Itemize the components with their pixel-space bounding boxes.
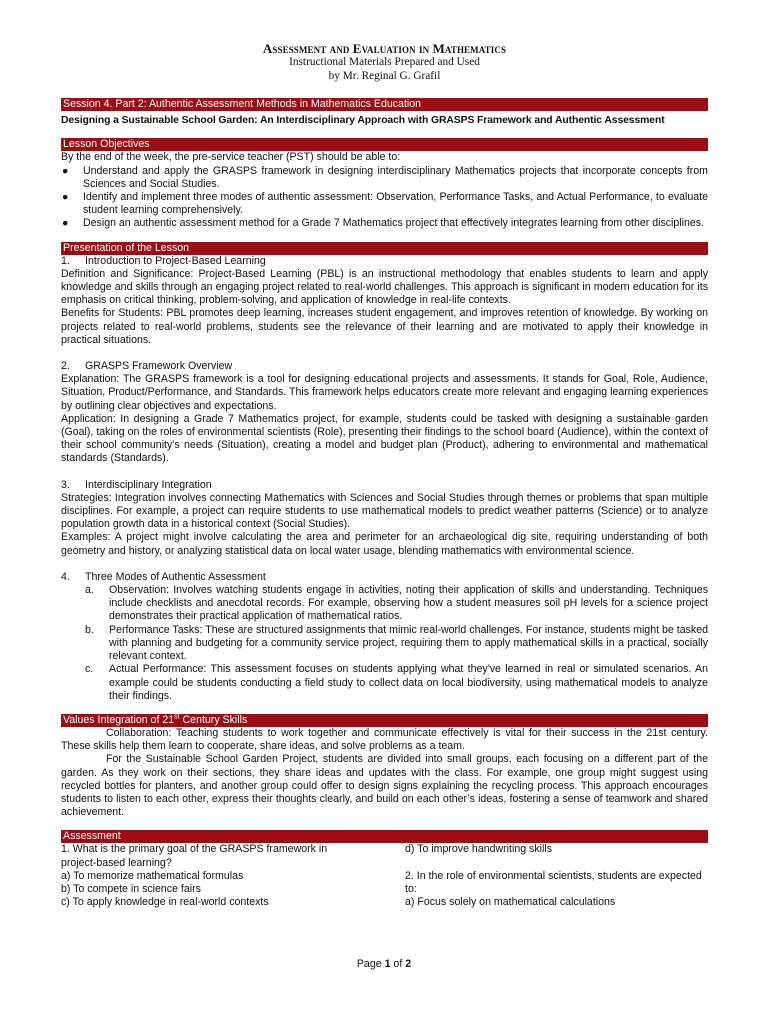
objectives-bar: Lesson Objectives (61, 138, 708, 151)
answer-option: a) To memorize mathematical formulas (61, 869, 244, 882)
section-heading: 1. Introduction to Project-Based Learning (61, 254, 266, 267)
bullet-icon: ● (62, 191, 69, 203)
list-item: b. Performance Tasks: These are structured assignments that mimic real-world challenges. For instance, students might be tasked with planning and budgeting for a community service project, requiring them to apply mathematical skills in a practical, socially relevant context. (85, 623, 708, 663)
paragraph: Definition and Significance: Project-Based Learning (PBL) is an instructional methodology that enables students to learn and apply knowledge and skills through an engaging project related to real-world challenges. This approach is significant in modern education for its emphasis on critical thinking, problem-solving, and application of knowledge in real-life contexts. (61, 267, 708, 307)
document-title: Assessment and Evaluation in Mathematics (262, 41, 507, 56)
values-bar: Values Integration of 21st Century Skills (61, 714, 708, 727)
paragraph: Application: In designing a Grade 7 Mathematics project, for example, students could be tasked with designing a sustainable garden (Goal), taking on the roles of environmental scientists (Role), presenting their findings to the school board (Audience), within the context of their school community's needs (Situation), creating a model and budget plan (Product), adhering to environmental and mathematical standards (Standards). (61, 412, 708, 465)
answer-option: b) To compete in science fairs (61, 882, 201, 895)
section-heading: 2. GRASPS Framework Overview (61, 360, 233, 373)
answer-option: a) Focus solely on mathematical calculations (405, 895, 616, 908)
objectives-intro: By the end of the week, the pre-service teacher (PST) should be able to: (61, 151, 401, 164)
answer-option: c) To apply knowledge in real-world contexts (61, 896, 269, 909)
page-content (61, 41, 708, 909)
list-item: ● Design an authentic assessment method for a Grade 7 Mathematics project that effectively integrates learning from other disciplines. (62, 217, 705, 230)
session-subtitle: Designing a Sustainable School Garden: An Interdisciplinary Approach with GRASPS Framework and Authentic Assessment (61, 115, 665, 127)
section-heading: 3. Interdisciplinary Integration (61, 478, 212, 491)
list-item: ● Identify and implement three modes of authentic assessment: Observation, Performance Tasks, and Actual Performance, to evaluate student learning comprehensively. (62, 191, 708, 217)
page-number: 1 (384, 958, 391, 970)
assessment-columns (61, 843, 708, 909)
header-author: by Mr. Reginal G. Grafil (328, 69, 441, 82)
bullet-icon: ● (62, 217, 69, 230)
list-item: a. Observation: Involves watching students engage in activities, noting their application of skills and understanding. Techniques include checklists and anecdotal records. For example, observing how a student measures soil pH levels for a science project demonstrates their practical application of mathematical ratios. (85, 584, 708, 623)
answer-option: d) To improve handwriting skills (405, 843, 552, 856)
paragraph: Benefits for Students: PBL promotes deep learning, increases student engagement, and improves retention of knowledge. By working on projects related to real-world problems, students see the relevance of their learning and are motivated to apply their knowledge in practical situations. (61, 307, 708, 346)
paragraph: Collaboration: Teaching students to work together and communicate effectively is vital for their success in the 21st century. These skills help them learn to cooperate, share ideas, and solve problems as a team. (61, 726, 708, 753)
question-text: 1. What is the primary goal of the GRASPS framework in project-based learning? (61, 843, 328, 869)
assessment-bar: Assessment (61, 830, 708, 843)
session-bar: Session 4. Part 2: Authentic Assessment Methods in Mathematics Education (61, 98, 708, 111)
paragraph: Strategies: Integration involves connecting Mathematics with Sciences and Social Studies through themes or problems that span multiple disciplines. For example, a project can require students to use mathematical models to predict weather patterns (Science) or to analyze population growth data in a historical context (Social Studies). (61, 491, 708, 531)
objectives-list (61, 165, 708, 231)
assessment-right-column (405, 843, 708, 909)
paragraph: For the Sustainable School Garden Project, students are divided into small groups, each focusing on a different part of the garden. As they work on their sections, they share ideas and updates with the class. For example, one group might suggest using recycled bottles for planters, and another group could offer to design signs explaining the recycling process. This approach encourages students to listen to each other, express their thoughts clearly, and build on each other’s ideas, fostering a sense of teamwork and shared achievement. (61, 753, 708, 819)
paragraph: Examples: A project might involve calculating the area and perimeter for an archaeological dig site, requiring understanding of both geometry and history, or analyzing statistical data on local water usage, blending mathematics with environmental science. (61, 531, 708, 557)
list-item: c. Actual Performance: This assessment focuses on students applying what they've learned in real or simulated scenarios. An example could be students conducting a field study to collect data on local biodiversity, using mathematical models to analyze their findings. (85, 663, 708, 702)
question-text: 2. In the role of environmental scientists, students are expected to: (405, 869, 702, 895)
bullet-icon: ● (62, 164, 69, 177)
list-item: ● Understand and apply the GRASPS framework in designing interdisciplinary Mathematics projects that incorporate concepts from Sciences and Social Studies. (62, 164, 708, 190)
section-heading: 4. Three Modes of Authentic Assessment (61, 570, 266, 583)
presentation-bar: Presentation of the Lesson (61, 242, 708, 255)
page-footer: Page 1 of 2 (356, 958, 412, 970)
document-header (61, 41, 708, 83)
assessment-left-column (61, 843, 361, 909)
page-total: 2 (405, 958, 412, 970)
header-line-1: Instructional Materials Prepared and Used (289, 56, 480, 68)
paragraph: Explanation: The GRASPS framework is a tool for designing educational projects and assessments. It stands for Goal, Role, Audience, Situation, Product/Performance, and Standards. This framework helps educators create more relevant and engaging learning experiences by outlining clear objectives and expectations. (61, 373, 708, 412)
